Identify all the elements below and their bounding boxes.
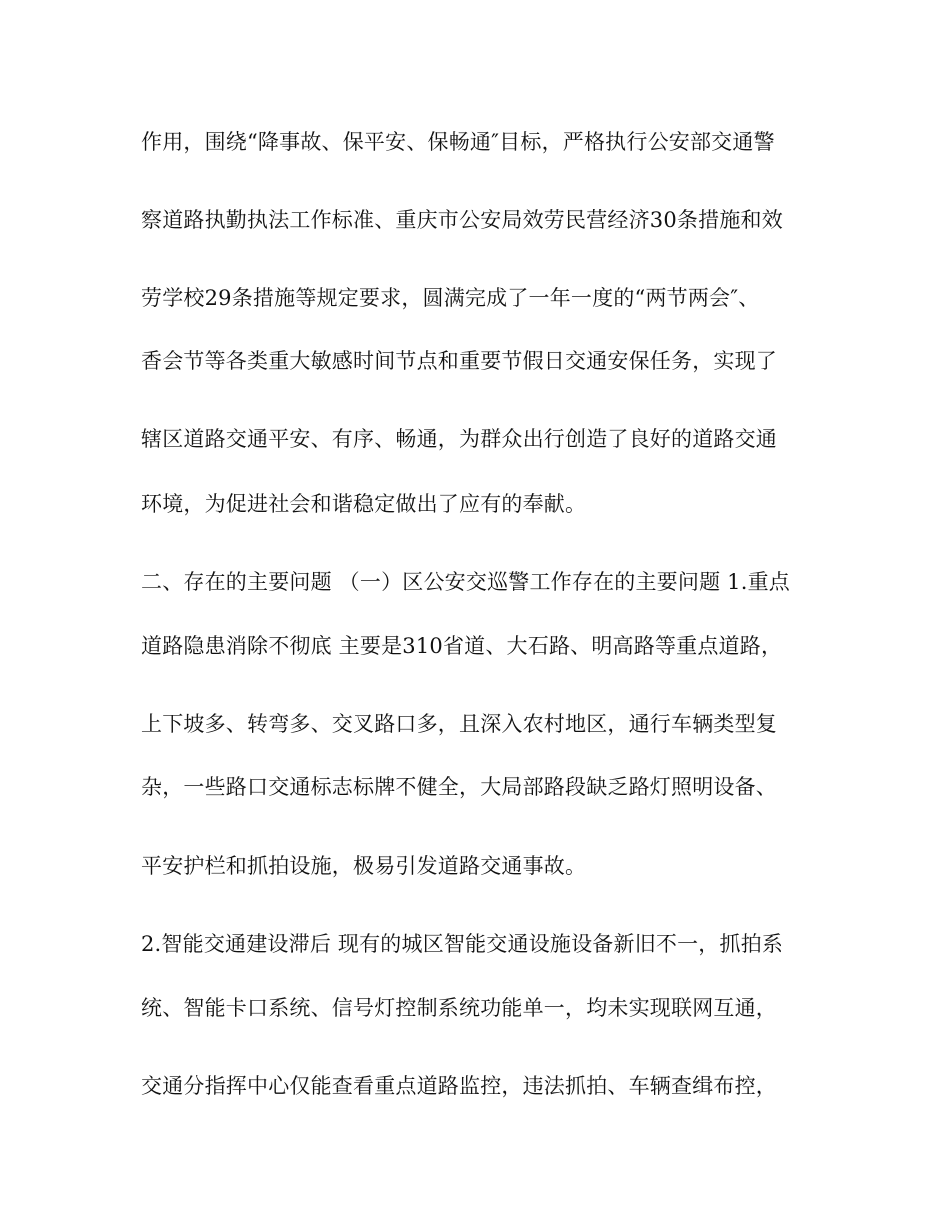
- text-line-7: 二、存在的主要问题 （一）区公安交巡警工作存在的主要问题 1.重点: [141, 570, 790, 594]
- text-line-1: 作用，围绕“降事故、保平安、保畅通″目标，严格执行公安部交通警: [141, 130, 775, 154]
- text-line-12: 2.智能交通建设滞后 现有的城区智能交通设施设备新旧不一，抓拍系: [141, 932, 784, 956]
- text-line-14: 交通分指挥中心仅能查看重点道路监控，违法抓拍、车辆查缉布控，: [141, 1074, 777, 1098]
- text-line-11: 平安护栏和抓拍设施，极易引发道路交通事故。: [141, 854, 587, 878]
- text-line-3: 劳学校29条措施等规定要求，圆满完成了一年一度的“两节两会″、: [141, 286, 760, 310]
- text-line-9: 上下坡多、转弯多、交叉路口多，且深入农村地区，通行车辆类型复: [141, 712, 777, 736]
- text-line-4: 香会节等各类重大敏感时间节点和重要节假日交通安保任务，实现了: [141, 349, 777, 373]
- text-line-8: 道路隐患消除不彻底 主要是310省道、大石路、明高路等重点道路，: [141, 634, 783, 658]
- text-line-13: 统、智能卡口系统、信号灯控制系统功能单一，均未实现联网互通，: [141, 996, 777, 1020]
- text-line-6: 环境，为促进社会和谐稳定做出了应有的奉献。: [141, 492, 587, 516]
- text-line-10: 杂，一些路口交通标志标牌不健全，大局部路段缺乏路灯照明设备、: [141, 775, 777, 799]
- text-line-2: 察道路执勤执法工作标准、重庆市公安局效劳民营经济30条措施和效: [141, 208, 783, 232]
- text-line-5: 辖区道路交通平安、有序、畅通，为群众出行创造了良好的道路交通: [141, 427, 777, 451]
